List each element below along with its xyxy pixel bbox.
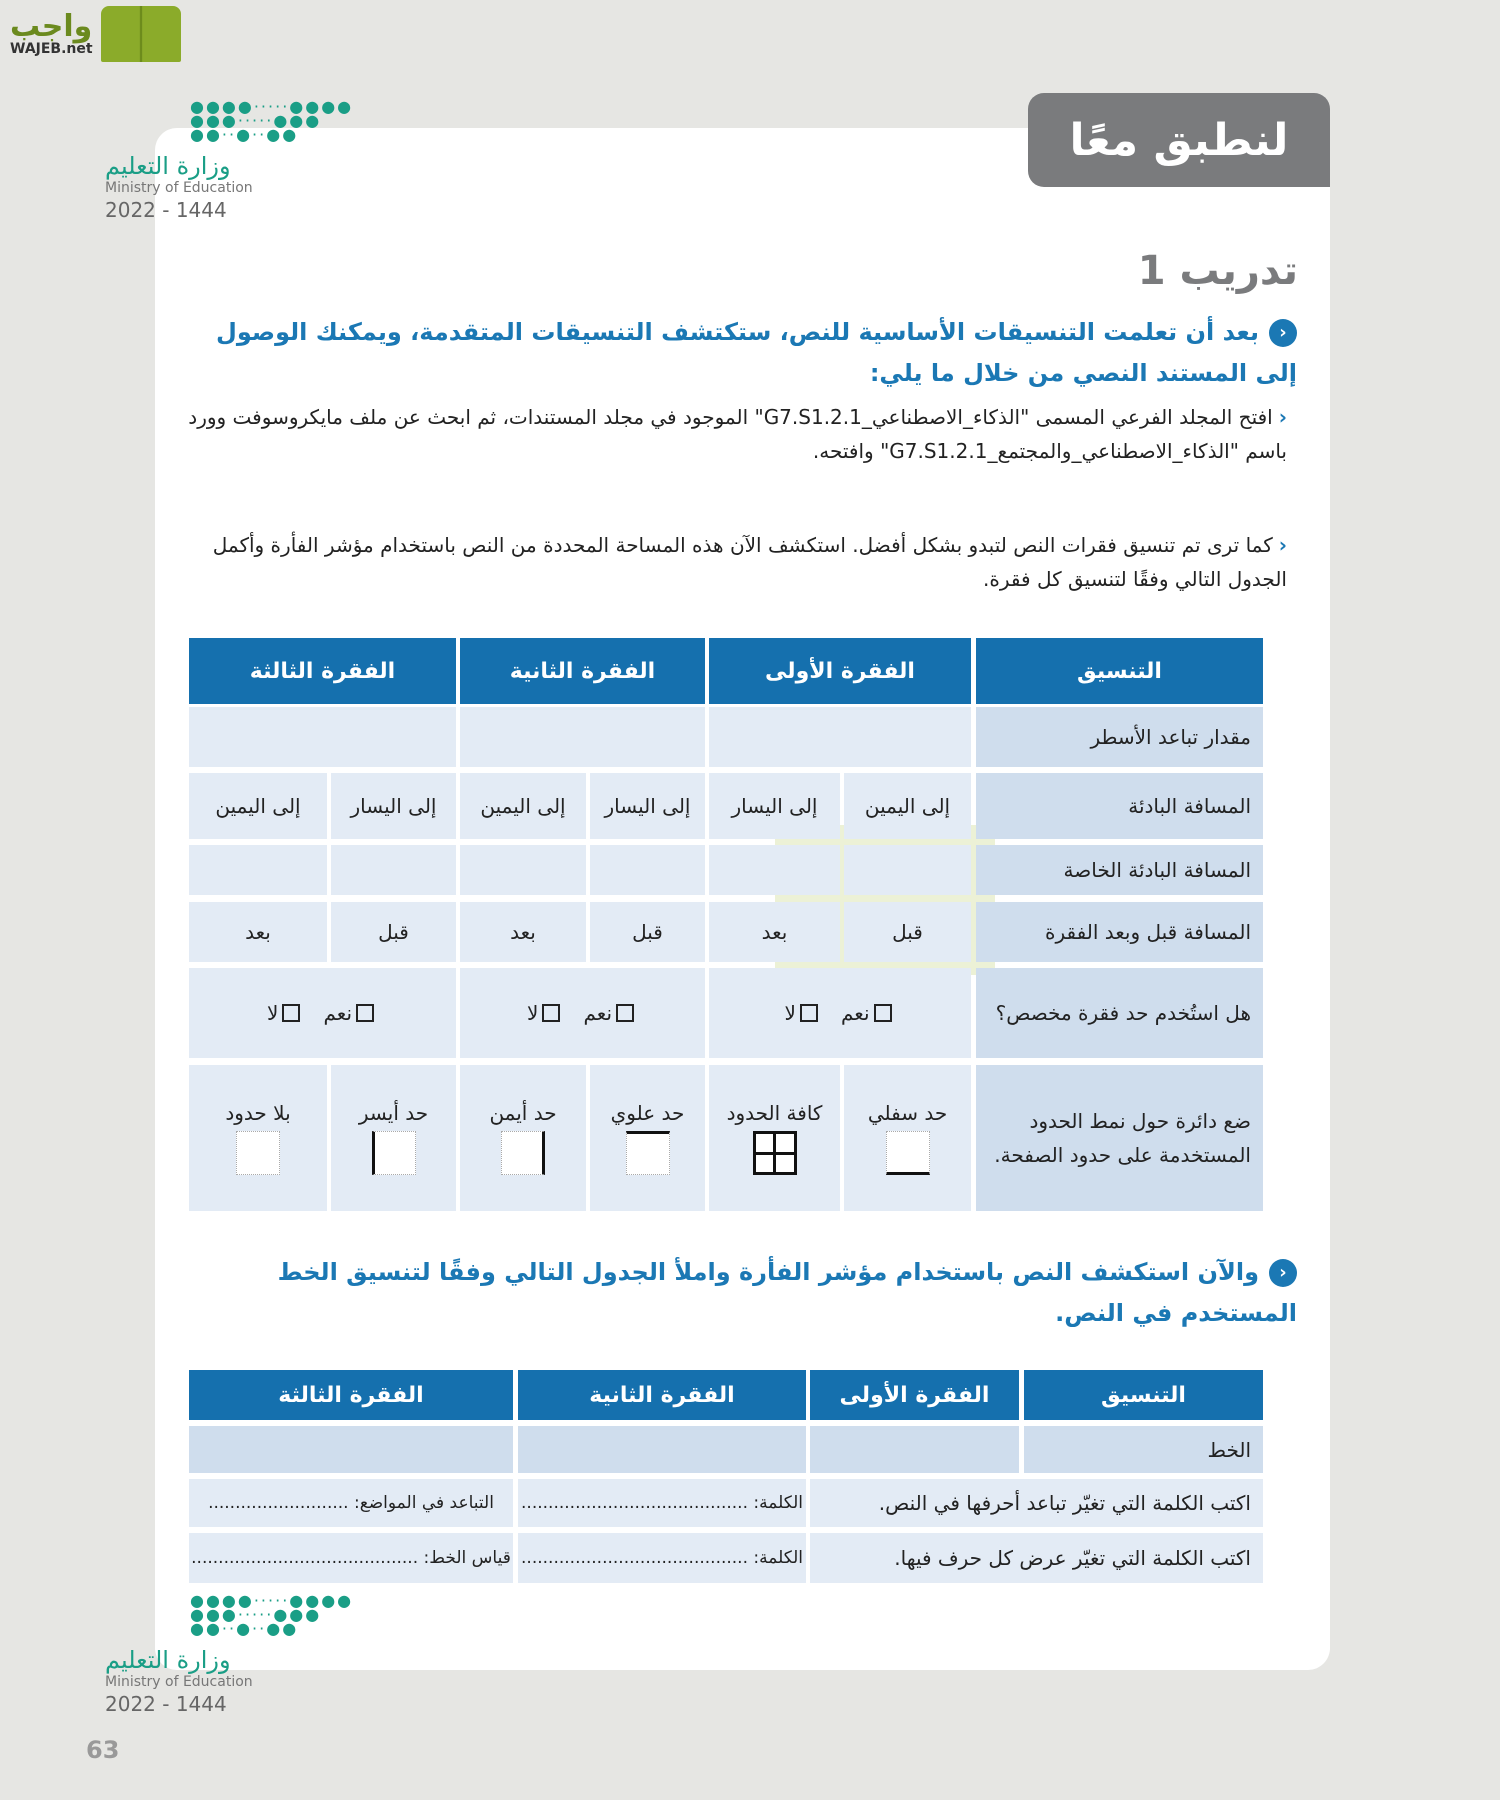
space-before-p3[interactable]: قبل xyxy=(331,902,456,962)
indent-right-p3[interactable]: إلى اليمين xyxy=(189,773,327,839)
ministry-name-ar: وزارة التعليم xyxy=(105,1646,231,1674)
chevron-icon: ‹ xyxy=(1278,533,1287,557)
ministry-logo-top xyxy=(105,97,365,222)
indent-right-p1[interactable]: إلى اليمين xyxy=(844,773,971,839)
answer-cell[interactable] xyxy=(460,845,586,895)
indent-left-p1[interactable]: إلى اليسار xyxy=(709,773,840,839)
ministry-name-en: Ministry of Education xyxy=(105,1674,253,1690)
answer-cell[interactable] xyxy=(810,1426,1019,1473)
row-label: اكتب الكلمة التي تغيّر تباعد أحرفها في النص. xyxy=(810,1479,1263,1527)
indent-right-p2[interactable]: إلى اليمين xyxy=(460,773,586,839)
answer-cell[interactable] xyxy=(331,845,456,895)
book-icon xyxy=(101,6,181,62)
answer-cell[interactable] xyxy=(189,707,456,767)
row-label: المسافة البادئة الخاصة xyxy=(976,845,1263,895)
chevron-circle-icon: ‹ xyxy=(1269,1259,1297,1287)
row-label: المسافة البادئة xyxy=(976,773,1263,839)
intro2-text: والآن استكشف النص باستخدام مؤشر الفأرة واملأ الجدول التالي وفقًا لتنسيق الخط المستخدم في النص. xyxy=(277,1258,1297,1327)
no-checkbox[interactable] xyxy=(800,1004,818,1022)
border-label: حد علوي xyxy=(610,1101,685,1125)
space-before-p2[interactable]: قبل xyxy=(590,902,705,962)
border-option-all[interactable] xyxy=(709,1065,840,1211)
yes-label: نعم xyxy=(323,1001,353,1025)
yes-no-p2 xyxy=(460,968,705,1058)
ministry-name-en: Ministry of Education xyxy=(105,180,253,196)
answer-cell[interactable] xyxy=(460,707,705,767)
no-label: لا xyxy=(267,1001,279,1025)
header-p3: الفقرة الثالثة xyxy=(189,638,456,704)
answer-cell[interactable] xyxy=(189,1426,513,1473)
header-p1: الفقرة الأولى xyxy=(709,638,971,704)
header-format: التنسيق xyxy=(1024,1370,1263,1420)
bottom-border-icon xyxy=(886,1131,930,1175)
step-2-text: كما ترى تم تنسيق فقرات النص لتبدو بشكل أفضل. استكشف الآن هذه المساحة المحددة من النص باستخدام مؤشر الفأرة وأكمل الجدول التالي وفقًا لتنسيق كل فقرة. xyxy=(212,533,1287,591)
no-border-icon xyxy=(236,1131,280,1175)
answer-cell[interactable] xyxy=(844,845,971,895)
answer-cell[interactable] xyxy=(590,845,705,895)
answer-cell[interactable] xyxy=(709,845,840,895)
row-label: مقدار تباعد الأسطر xyxy=(976,707,1263,767)
yes-no-p3 xyxy=(189,968,456,1058)
space-after-p1[interactable]: بعد xyxy=(709,902,840,962)
yes-checkbox[interactable] xyxy=(616,1004,634,1022)
no-label: لا xyxy=(784,1001,796,1025)
header-p2: الفقرة الثانية xyxy=(460,638,705,704)
header-p1: الفقرة الأولى xyxy=(810,1370,1019,1420)
page-number: 63 xyxy=(86,1736,120,1764)
header-p2: الفقرة الثانية xyxy=(518,1370,806,1420)
right-border-icon xyxy=(501,1131,545,1175)
ministry-logo-bottom xyxy=(105,1591,365,1716)
border-label: حد أيمن xyxy=(489,1101,557,1125)
yes-checkbox[interactable] xyxy=(356,1004,374,1022)
border-option-left[interactable] xyxy=(331,1065,456,1211)
ministry-emblem-icon: ●●●●·····●●●● ●●●·····●●● ●●··●··●● xyxy=(190,97,354,144)
indent-left-p3[interactable]: إلى اليسار xyxy=(331,773,456,839)
border-label: بلا حدود xyxy=(225,1101,291,1125)
answer-cell[interactable] xyxy=(518,1426,806,1473)
header-format: التنسيق xyxy=(976,638,1263,704)
intro-text: بعد أن تعلمت التنسيقات الأساسية للنص، ستكتشف التنسيقات المتقدمة، ويمكنك الوصول إلى المستند النصي من خلال ما يلي: xyxy=(216,318,1297,387)
font-scale-field[interactable]: قياس الخط: .......................................... xyxy=(189,1533,513,1583)
ministry-name-ar: وزارة التعليم xyxy=(105,152,231,180)
border-option-right[interactable] xyxy=(460,1065,586,1211)
border-label: حد سفلي xyxy=(867,1101,948,1125)
top-border-icon xyxy=(626,1131,670,1175)
ministry-year: 2022 - 1444 xyxy=(105,198,227,222)
row-label: اكتب الكلمة التي تغيّر عرض كل حرف فيها. xyxy=(810,1533,1263,1583)
row-label: هل استُخدم حد فقرة مخصص؟ xyxy=(976,968,1263,1058)
yes-no-p1 xyxy=(709,968,971,1058)
yes-label: نعم xyxy=(840,1001,870,1025)
intro2-heading xyxy=(220,1252,1297,1334)
space-after-p2[interactable]: بعد xyxy=(460,902,586,962)
chevron-icon: ‹ xyxy=(1278,405,1287,429)
answer-cell[interactable] xyxy=(709,707,971,767)
indent-left-p2[interactable]: إلى اليسار xyxy=(590,773,705,839)
step-2 xyxy=(188,528,1287,596)
word-field[interactable]: الكلمة: .......................................... xyxy=(518,1479,806,1527)
word-field[interactable]: الكلمة: .......................................... xyxy=(518,1533,806,1583)
space-after-p3[interactable]: بعد xyxy=(189,902,327,962)
border-option-top[interactable] xyxy=(590,1065,705,1211)
no-checkbox[interactable] xyxy=(542,1004,560,1022)
row-label: المسافة قبل وبعد الفقرة xyxy=(976,902,1263,962)
logo-text-en: WAJEB.net xyxy=(10,41,93,57)
row-label: الخط xyxy=(1024,1426,1263,1473)
left-border-icon xyxy=(372,1131,416,1175)
space-before-p1[interactable]: قبل xyxy=(844,902,971,962)
all-borders-icon xyxy=(753,1131,797,1175)
no-checkbox[interactable] xyxy=(282,1004,300,1022)
row-label: ضع دائرة حول نمط الحدود المستخدمة على حدود الصفحة. xyxy=(976,1065,1263,1211)
answer-cell[interactable] xyxy=(189,845,327,895)
intro-heading xyxy=(188,312,1297,394)
chevron-circle-icon: ‹ xyxy=(1269,319,1297,347)
border-label: حد أيسر xyxy=(358,1101,429,1125)
step-1-text: افتح المجلد الفرعي المسمى "الذكاء_الاصطناعي_G7.S1.2.1" الموجود في مجلد المستندات، ثم ابحث عن ملف مايكروسوفت وورد باسم "الذكاء_الاصطناعي_والمجتمع_G7.S1.2.1" وافتحه. xyxy=(188,405,1287,463)
border-option-bottom[interactable] xyxy=(844,1065,971,1211)
step-1 xyxy=(188,400,1287,468)
yes-checkbox[interactable] xyxy=(874,1004,892,1022)
no-label: لا xyxy=(527,1001,539,1025)
ministry-year: 2022 - 1444 xyxy=(105,1692,227,1716)
logo-text-ar: واجب xyxy=(10,9,93,44)
ministry-emblem-icon: ●●●●·····●●●● ●●●·····●●● ●●··●··●● xyxy=(190,1591,354,1638)
header-p3: الفقرة الثالثة xyxy=(189,1370,513,1420)
section-tab: لنطبق معًا xyxy=(1028,93,1330,187)
exercise-title: تدريب 1 xyxy=(1137,248,1298,294)
wajeb-logo xyxy=(10,6,181,62)
border-label: كافة الحدود xyxy=(726,1101,823,1125)
yes-label: نعم xyxy=(583,1001,613,1025)
spacing-field[interactable]: التباعد في المواضع: .......................... xyxy=(189,1479,513,1527)
border-option-none[interactable] xyxy=(189,1065,327,1211)
